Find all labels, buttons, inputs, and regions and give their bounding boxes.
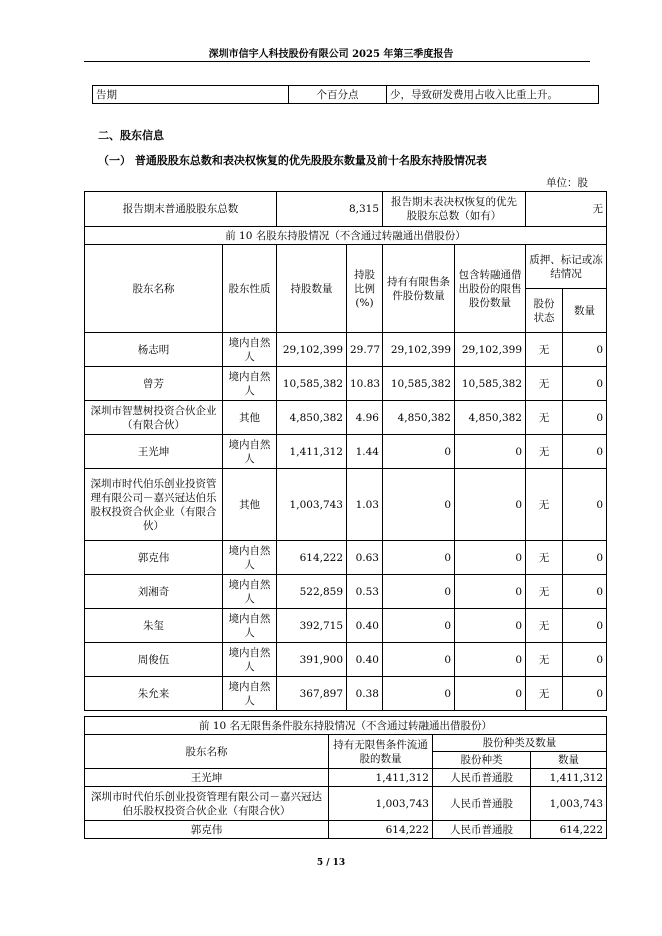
col-header-ratio: 持股比例(%) <box>347 245 383 333</box>
shareholder-name: 王光坤 <box>85 435 223 469</box>
holding-ratio: 0.38 <box>347 677 383 711</box>
summary-value-preferred: 无 <box>526 192 607 227</box>
restricted-shares: 0 <box>383 575 455 609</box>
shareholder-name: 郭克伟 <box>85 541 223 575</box>
shareholder-name: 杨志明 <box>85 333 223 367</box>
restricted-shares: 0 <box>383 469 455 541</box>
pledge-qty: 0 <box>563 643 607 677</box>
subsection-title: （一） 普通股股东总数和表决权恢复的优先股股东数量及前十名股东持股情况表 <box>98 154 487 167</box>
top10-shareholders-table <box>84 191 607 711</box>
restricted-shares: 4,850,382 <box>383 401 455 435</box>
shares-held: 391,900 <box>277 643 347 677</box>
col-header-name: 股东名称 <box>85 245 223 333</box>
shares-held: 10,585,382 <box>277 367 347 401</box>
top10-title: 前 10 名股东持股情况（不含通过转融通出借股份） <box>85 227 607 245</box>
unres-share-count: 1,411,312 <box>329 769 433 787</box>
restricted-shares: 0 <box>383 609 455 643</box>
holding-ratio: 0.40 <box>347 609 383 643</box>
lent-restricted-shares: 10,585,382 <box>455 367 526 401</box>
unres-share-qty: 1,003,743 <box>531 787 607 821</box>
header-divider <box>84 61 590 62</box>
shareholder-nature: 境内自然人 <box>223 367 277 401</box>
pledge-qty: 0 <box>563 541 607 575</box>
holding-ratio: 1.03 <box>347 469 383 541</box>
page-header: 深圳市信宇人科技股份有限公司 2025 年第三季度报告 <box>208 49 454 60</box>
unres-share-kind: 人民币普通股 <box>433 821 531 839</box>
unres-share-qty: 1,411,312 <box>531 769 607 787</box>
cell-period: 告期 <box>93 86 289 104</box>
summary-label-holders: 报告期末普通股股东总数 <box>85 192 277 227</box>
top-continuation-table <box>92 85 599 104</box>
col-header-status: 股份状态 <box>526 289 563 333</box>
col-header-pledge: 质押、标记或冻结情况 <box>526 245 607 289</box>
pledge-status: 无 <box>526 333 563 367</box>
table-row <box>85 769 607 787</box>
unit-label: 单位：股 <box>546 177 588 189</box>
shareholder-nature: 境内自然人 <box>223 575 277 609</box>
shareholder-name: 曾芳 <box>85 367 223 401</box>
unres-header-name: 股东名称 <box>85 735 329 769</box>
lent-restricted-shares: 29,102,399 <box>455 333 526 367</box>
holding-ratio: 1.44 <box>347 435 383 469</box>
unres-header-kind-group: 股份种类及数量 <box>433 735 607 752</box>
summary-value-holders: 8,315 <box>277 192 383 227</box>
shareholder-nature: 境内自然人 <box>223 541 277 575</box>
shares-held: 522,859 <box>277 575 347 609</box>
section-title: 二、股东信息 <box>98 129 164 142</box>
table-row <box>85 541 607 575</box>
unres-share-qty: 614,222 <box>531 821 607 839</box>
pledge-status: 无 <box>526 435 563 469</box>
pledge-status: 无 <box>526 541 563 575</box>
shareholder-nature: 境内自然人 <box>223 677 277 711</box>
table-row <box>85 367 607 401</box>
unres-holder-name: 郭克伟 <box>85 821 329 839</box>
col-header-restricted: 持有有限售条件股份数量 <box>383 245 455 333</box>
table-row <box>85 787 607 821</box>
unres-holder-name: 王光坤 <box>85 769 329 787</box>
shareholder-nature: 其他 <box>223 469 277 541</box>
unres-holder-name: 深圳市时代伯乐创业投资管理有限公司－嘉兴冠达伯乐股权投资合伙企业（有限合伙） <box>85 787 329 821</box>
holding-ratio: 0.40 <box>347 643 383 677</box>
restricted-shares: 0 <box>383 677 455 711</box>
lent-restricted-shares: 4,850,382 <box>455 401 526 435</box>
shareholder-nature: 境内自然人 <box>223 435 277 469</box>
cell-percent-point: 个百分点 <box>289 86 387 104</box>
unres-share-count: 614,222 <box>329 821 433 839</box>
table-row <box>85 575 607 609</box>
shares-held: 1,003,743 <box>277 469 347 541</box>
pledge-qty: 0 <box>563 401 607 435</box>
table-row <box>85 609 607 643</box>
shares-held: 1,411,312 <box>277 435 347 469</box>
pledge-qty: 0 <box>563 677 607 711</box>
lent-restricted-shares: 0 <box>455 435 526 469</box>
unres-share-kind: 人民币普通股 <box>433 787 531 821</box>
pledge-status: 无 <box>526 367 563 401</box>
pledge-status: 无 <box>526 401 563 435</box>
table-row <box>85 333 607 367</box>
holding-ratio: 0.63 <box>347 541 383 575</box>
restricted-shares: 0 <box>383 643 455 677</box>
shares-held: 392,715 <box>277 609 347 643</box>
shares-held: 367,897 <box>277 677 347 711</box>
unres-header-qty: 数量 <box>531 752 607 769</box>
holding-ratio: 10.83 <box>347 367 383 401</box>
shareholder-name: 刘湘奇 <box>85 575 223 609</box>
lent-restricted-shares: 0 <box>455 541 526 575</box>
shareholder-name: 深圳市智慧树投资合伙企业（有限合伙） <box>85 401 223 435</box>
table-row <box>85 469 607 541</box>
shares-held: 29,102,399 <box>277 333 347 367</box>
pledge-status: 无 <box>526 677 563 711</box>
col-header-lent: 包含转融通借出股份的限售股份数量 <box>455 245 526 333</box>
lent-restricted-shares: 0 <box>455 609 526 643</box>
holding-ratio: 0.53 <box>347 575 383 609</box>
shareholder-nature: 境内自然人 <box>223 609 277 643</box>
pledge-status: 无 <box>526 609 563 643</box>
lent-restricted-shares: 0 <box>455 677 526 711</box>
col-header-nature: 股东性质 <box>223 245 277 333</box>
holding-ratio: 4.96 <box>347 401 383 435</box>
shareholder-nature: 其他 <box>223 401 277 435</box>
restricted-shares: 0 <box>383 541 455 575</box>
restricted-shares: 0 <box>383 435 455 469</box>
unres-share-count: 1,003,743 <box>329 787 433 821</box>
restricted-shares: 10,585,382 <box>383 367 455 401</box>
pledge-qty: 0 <box>563 435 607 469</box>
shares-held: 4,850,382 <box>277 401 347 435</box>
pledge-qty: 0 <box>563 367 607 401</box>
unres-header-kind: 股份种类 <box>433 752 531 769</box>
pledge-status: 无 <box>526 575 563 609</box>
page-number: 5 / 13 <box>316 858 346 868</box>
shareholder-name: 深圳市时代伯乐创业投资管理有限公司－嘉兴冠达伯乐股权投资合伙企业（有限合伙） <box>85 469 223 541</box>
table-row <box>85 677 607 711</box>
pledge-qty: 0 <box>563 469 607 541</box>
unrestricted-shareholders-table <box>84 716 607 839</box>
restricted-shares: 29,102,399 <box>383 333 455 367</box>
unres-title: 前 10 名无限售条件股东持股情况（不含通过转融通出借股份） <box>85 717 607 735</box>
table-row <box>85 435 607 469</box>
lent-restricted-shares: 0 <box>455 643 526 677</box>
table-row <box>85 401 607 435</box>
unres-header-count: 持有无限售条件流通股的数量 <box>329 735 433 769</box>
pledge-status: 无 <box>526 469 563 541</box>
pledge-status: 无 <box>526 643 563 677</box>
lent-restricted-shares: 0 <box>455 469 526 541</box>
pledge-qty: 0 <box>563 609 607 643</box>
shareholder-name: 周俊伍 <box>85 643 223 677</box>
summary-label-preferred: 报告期末表决权恢复的优先股股东总数（如有） <box>383 192 526 227</box>
shareholder-nature: 境内自然人 <box>223 333 277 367</box>
pledge-qty: 0 <box>563 333 607 367</box>
shareholder-name: 朱允来 <box>85 677 223 711</box>
unres-share-kind: 人民币普通股 <box>433 769 531 787</box>
holding-ratio: 29.77 <box>347 333 383 367</box>
cell-reason: 少，导致研发费用占收入比重上升。 <box>387 86 599 104</box>
col-header-qty: 数量 <box>563 289 607 333</box>
shareholder-nature: 境内自然人 <box>223 643 277 677</box>
shareholder-name: 朱玺 <box>85 609 223 643</box>
col-header-shares: 持股数量 <box>277 245 347 333</box>
table-row <box>85 821 607 839</box>
shares-held: 614,222 <box>277 541 347 575</box>
lent-restricted-shares: 0 <box>455 575 526 609</box>
pledge-qty: 0 <box>563 575 607 609</box>
table-row <box>85 643 607 677</box>
